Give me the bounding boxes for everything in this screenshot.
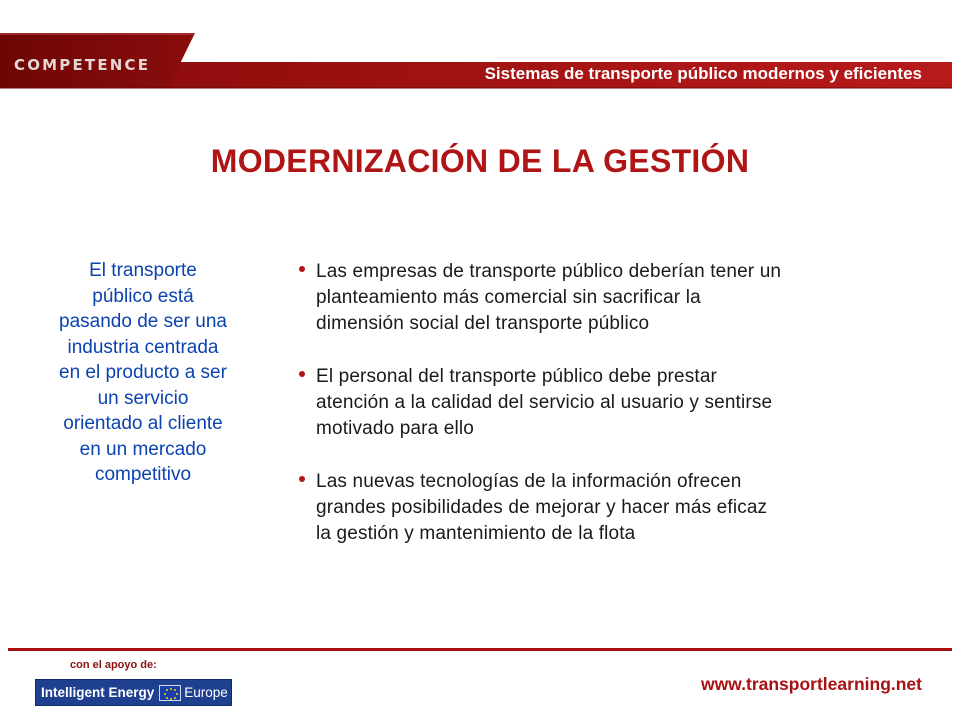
slide-title: MODERNIZACIÓN DE LA GESTIÓN	[210, 143, 750, 179]
callout-line: industria centrada	[67, 336, 219, 358]
bullet-text	[316, 364, 927, 442]
bullet-item	[297, 469, 927, 547]
bullet-line: motivado para ello	[316, 418, 474, 439]
callout-line: pasando de ser una	[59, 311, 227, 332]
bullet-line: El personal del transporte público debe prestar	[316, 366, 718, 387]
callout-line: un servicio	[97, 387, 189, 409]
bullet-line: atención a la calidad del servicio al usuario y sentirse	[316, 392, 773, 413]
logo-secondary-text: Europe	[184, 685, 228, 700]
bullet-list	[297, 259, 927, 574]
eu-flag-icon	[159, 685, 181, 701]
bullet-item	[297, 259, 927, 337]
callout-line: El transporte	[89, 260, 197, 281]
bullet-dot-icon	[299, 476, 305, 482]
bullet-line: Las nuevas tecnologías de la información ofrecen	[316, 471, 742, 492]
header-red-band	[0, 0, 960, 100]
bullet-line: la gestión y mantenimiento de la flota	[316, 523, 636, 544]
bullet-text	[316, 469, 927, 547]
callout-line: competitivo	[94, 464, 192, 485]
footer-divider	[8, 648, 952, 651]
bullet-line: planteamiento más comercial sin sacrificar la	[316, 287, 701, 308]
header-subtitle: Sistemas de transporte público modernos y eficientes	[484, 64, 922, 83]
callout-text	[20, 258, 266, 488]
intelligent-energy-europe-logo	[35, 679, 232, 706]
bullet-line: Las empresas de transporte público deberían tener un	[316, 261, 782, 282]
header-band	[0, 0, 960, 100]
bullet-line: dimensión social del transporte público	[316, 313, 650, 334]
bullet-line: grandes posibilidades de mejorar y hacer más eficaz	[316, 497, 768, 518]
callout-line: público está	[92, 285, 194, 307]
logo-primary-text: Intelligent Energy	[41, 685, 155, 700]
bullet-text	[316, 259, 927, 337]
callout-line: orientado al cliente	[63, 413, 223, 434]
website-link[interactable]: www.transportlearning.net	[700, 674, 922, 694]
callout-line: en el producto a ser	[59, 362, 227, 383]
bullet-dot-icon	[299, 371, 305, 377]
support-label: con el apoyo de:	[70, 659, 157, 671]
callout-line: en un mercado	[79, 438, 207, 460]
bullet-dot-icon	[299, 266, 305, 272]
bullet-item	[297, 364, 927, 442]
brand-logo-text: COMPETENCE	[14, 56, 151, 74]
